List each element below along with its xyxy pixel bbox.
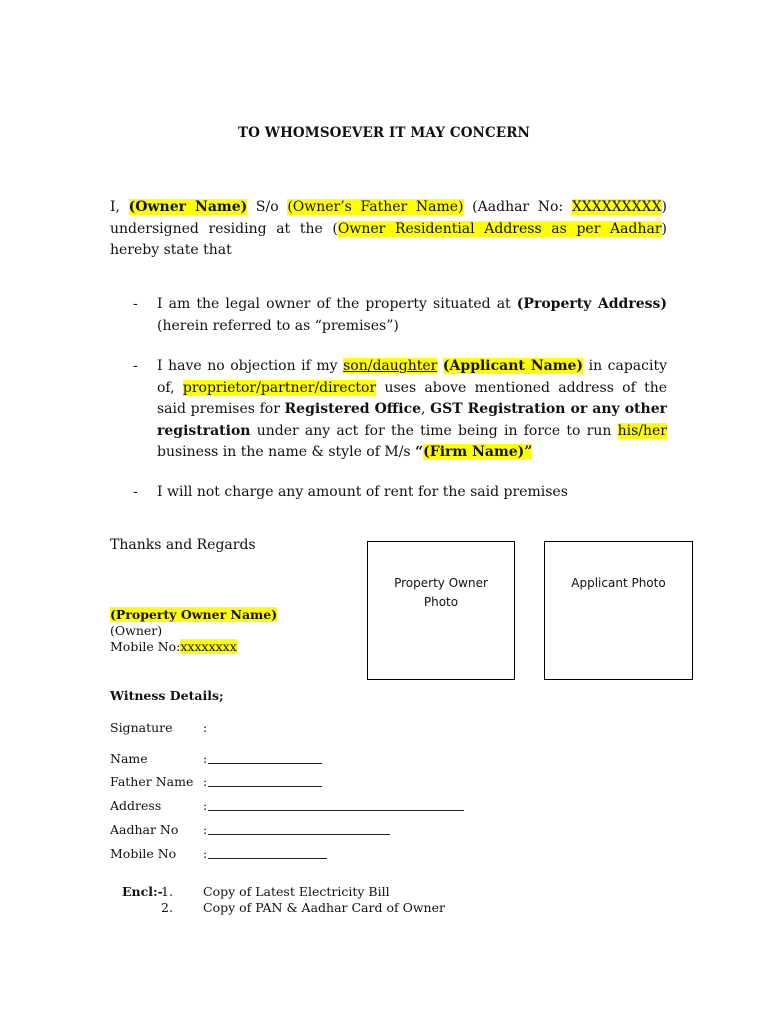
intro-text: (Aadhar No: (463, 199, 572, 215)
witness-father-name-blank (208, 786, 322, 787)
bullet-dash: - (133, 484, 138, 500)
intro-text: ) undersigned residing at the ( (110, 199, 667, 237)
bullet-no-objection (157, 356, 667, 464)
bullet-text: I will not charge any amount of rent for the said premises (157, 484, 568, 500)
intro-text: S/o (247, 199, 288, 215)
registered-office-text: Registered Office (284, 401, 422, 417)
bullet-text: under any act for the time being in force to run (250, 422, 618, 439)
witness-mobile-colon: : (203, 846, 208, 861)
owner-address-field: Owner Residential Address as per Aadhar (337, 220, 662, 237)
applicant-name-field: (Applicant Name) (442, 358, 584, 374)
bullet-text: , (421, 401, 431, 417)
owner-photo-label: Property Owner (394, 576, 488, 590)
property-address-field: (Property Address) (516, 296, 667, 312)
bullet-text: I am the legal owner of the property situated at (157, 296, 517, 312)
witness-father-name-label: Father Name (110, 774, 194, 789)
bullet-text: business in the name & style of M/s (157, 444, 416, 460)
enclosures-label: Encl:- (122, 884, 163, 899)
witness-address-blank (208, 810, 464, 811)
bullet-dash: - (133, 358, 138, 374)
bullet-dash: - (133, 296, 138, 312)
gst-registration-text: GST Registration or any other registration (157, 401, 667, 439)
mobile-value-field: xxxxxxxx (180, 639, 237, 654)
witness-name-label: Name (110, 751, 148, 766)
father-name-field: (Owner’s Father Name) (287, 199, 464, 215)
relation-field: son/daughter (343, 358, 438, 374)
enclosure-number: 2. (161, 900, 173, 915)
aadhar-number-field: XXXXXXXXX (571, 199, 662, 215)
mobile-label: Mobile No: (110, 639, 181, 654)
signatory-name (110, 607, 277, 623)
closing-thanks: Thanks and Regards (110, 537, 256, 553)
witness-aadhar-label: Aadhar No (110, 822, 179, 837)
witness-signature-colon: : (203, 720, 208, 735)
witness-signature-label: Signature (110, 720, 173, 735)
signatory-mobile (110, 639, 237, 655)
witness-aadhar-blank (208, 834, 390, 835)
document-title: TO WHOMSOEVER IT MAY CONCERN (238, 125, 530, 141)
witness-name-blank (208, 763, 322, 764)
owner-photo-label: Photo (423, 595, 459, 609)
firm-name-field: (Firm Name)” (423, 444, 533, 460)
witness-mobile-label: Mobile No (110, 846, 177, 861)
bullet-text: I have no objection if my (157, 358, 344, 374)
enclosure-item: Copy of Latest Electricity Bill (203, 884, 390, 899)
his-her-field: his/her (617, 422, 667, 439)
signatory-name-field: (Property Owner Name) (110, 607, 278, 622)
applicant-photo-box (544, 541, 693, 680)
applicant-photo-label: Applicant Photo (571, 576, 666, 590)
intro-paragraph (110, 197, 667, 262)
bullet-text: (herein referred to as “premises”) (157, 317, 399, 334)
open-quote: “ (415, 444, 424, 460)
enclosure-item: Copy of PAN & Aadhar Card of Owner (203, 900, 445, 915)
enclosure-number: 1. (161, 884, 173, 899)
bullet-text: uses above mentioned address of the said premises for (157, 379, 667, 417)
owner-photo-box (367, 541, 515, 680)
capacity-field: proprietor/partner/director (182, 379, 377, 396)
intro-text: ) hereby state that (110, 220, 667, 258)
witness-details-heading: Witness Details; (110, 688, 224, 703)
owner-name-field: (Owner Name) (128, 199, 248, 215)
bullet-no-rent (157, 482, 667, 504)
witness-address-colon: : (203, 798, 208, 813)
bullet-text: in capacity of, (157, 358, 668, 396)
witness-mobile-blank (208, 858, 327, 859)
witness-father-name-colon: : (203, 774, 208, 789)
signatory-role: (Owner) (110, 623, 163, 638)
witness-name-colon: : (203, 751, 208, 766)
bullet-ownership (157, 294, 667, 337)
intro-text: I, (110, 199, 129, 215)
witness-address-label: Address (110, 798, 162, 813)
witness-aadhar-colon: : (203, 822, 208, 837)
